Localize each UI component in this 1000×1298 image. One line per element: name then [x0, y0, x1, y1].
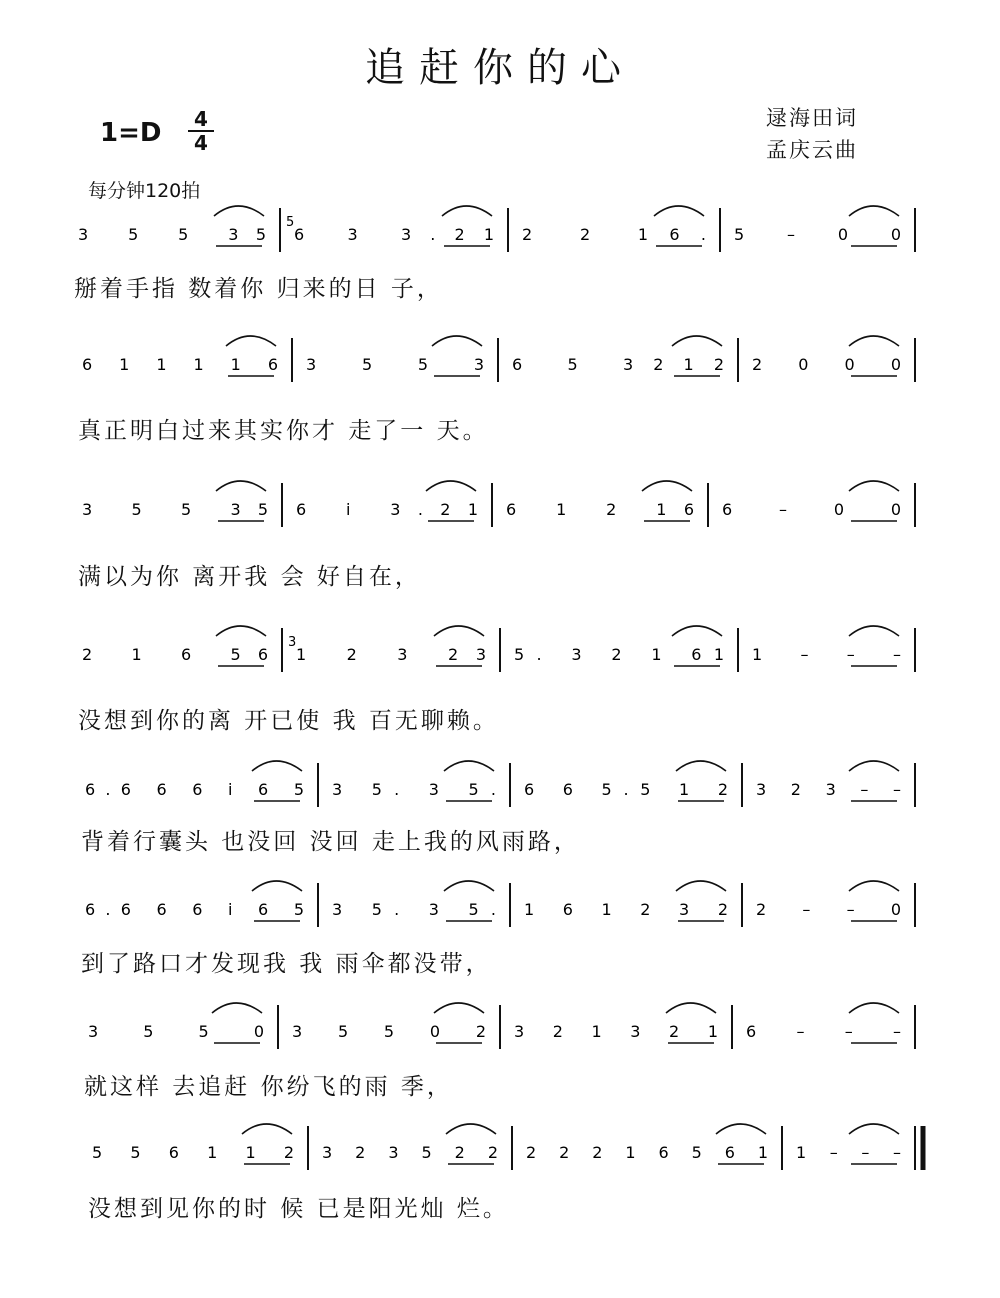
measure-notes: 3 5 5 35: [82, 500, 268, 519]
song-title: 追赶你的心: [365, 45, 635, 91]
measure-notes: 6 1 2 16: [506, 500, 694, 519]
slur-arc: [849, 881, 899, 891]
slur-arc: [672, 626, 722, 636]
tempo-marking: 每分钟120拍: [88, 180, 201, 202]
slur-arc: [676, 881, 726, 891]
grace-note: 5: [286, 215, 295, 230]
measure-notes: 3 5 5 0: [88, 1022, 264, 1041]
measure-notes: 6.6 6 6 i 6 5: [85, 780, 304, 799]
slur-arc: [216, 626, 266, 636]
measure-notes: 2 2 16.: [522, 225, 706, 244]
grace-note: 3: [288, 635, 297, 650]
slur-arc: [849, 481, 899, 491]
measure-notes: 2 – – 0: [756, 900, 901, 919]
measure-notes: 5. 3 2 1 61: [514, 645, 724, 664]
lyric-line: 背着行囊头 也没回 没回 走上我的风雨路，: [81, 829, 580, 855]
measure-notes: 3 5. 3 5.: [332, 780, 496, 799]
composer-credit: 孟庆云曲: [766, 138, 858, 162]
slur-arc: [212, 1003, 262, 1013]
slur-arc: [442, 206, 492, 216]
slur-arc: [849, 336, 899, 346]
lyric-line: 真正明白过来其实你才 走了一 天。: [78, 418, 489, 444]
slur-arc: [434, 626, 484, 636]
slur-arc: [716, 1124, 766, 1134]
lyric-line: 满以为你 离开我 会 好自在，: [78, 564, 421, 590]
slur-arc: [434, 1003, 484, 1013]
slur-arc: [426, 481, 476, 491]
measure-notes: 1 – – –: [752, 645, 901, 664]
lyricist-credit: 逯海田词: [766, 106, 858, 130]
measure-notes: 2 2 2 1 6 5 6 1: [526, 1143, 768, 1162]
slur-arc: [849, 1124, 899, 1134]
slur-arc: [642, 481, 692, 491]
slur-arc: [446, 1124, 496, 1134]
slur-arc: [676, 761, 726, 771]
slur-arc: [849, 1003, 899, 1013]
measure-notes: 6 5 3212: [512, 355, 724, 374]
measure-notes: 5 – 0 0: [734, 225, 901, 244]
slur-arc: [849, 206, 899, 216]
measure-notes: 3 5 5 3: [306, 355, 484, 374]
lyric-line: 没想到见你的时 候 已是阳光灿 烂。: [88, 1196, 509, 1222]
slur-arc: [672, 336, 722, 346]
slur-arc: [444, 881, 494, 891]
measure-notes: 3 2 3 5 2 2: [322, 1143, 498, 1162]
slur-arc: [849, 626, 899, 636]
measure-notes: 5 5 6 1 1 2: [92, 1143, 294, 1162]
measure-notes: 2 0 0 0: [752, 355, 901, 374]
slur-arc: [432, 336, 482, 346]
slur-arc: [444, 761, 494, 771]
slur-arc: [252, 881, 302, 891]
measure-notes: 3 5. 3 5.: [332, 900, 496, 919]
time-signature-bottom: 4: [194, 131, 208, 155]
slur-arc: [849, 761, 899, 771]
slur-arc: [242, 1124, 292, 1134]
slur-arc: [216, 481, 266, 491]
measure-notes: 6 3 3.21: [294, 225, 494, 244]
measure-notes: 3 5 5 0 2: [292, 1022, 486, 1041]
key-signature: 1=D: [100, 118, 162, 148]
slur-arc: [226, 336, 276, 346]
measure-notes: 6.6 6 6 i 6 5: [85, 900, 304, 919]
lyric-line: 没想到你的离 开已使 我 百无聊赖。: [78, 708, 499, 734]
slur-arc: [654, 206, 704, 216]
lyric-line: 就这样 去追赶 你纷飞的雨 季，: [84, 1074, 453, 1100]
slur-arc: [666, 1003, 716, 1013]
measure-notes: 6 1 1 1 1 6: [82, 355, 278, 374]
slur-arc: [214, 206, 264, 216]
measure-notes: 1 2 3 23: [296, 645, 486, 664]
measure-notes: 6 – – –: [746, 1022, 901, 1041]
measure-notes: 3 5 5 35: [78, 225, 266, 244]
measure-notes: 3 2 1 3 2 1: [514, 1022, 718, 1041]
measure-notes: 6 6 5.5 1 2: [524, 780, 728, 799]
measure-notes: 1 6 1 2 3 2: [524, 900, 728, 919]
measure-notes: 1 – – –: [796, 1143, 901, 1162]
time-signature-top: 4: [188, 108, 214, 132]
measure-notes: 3 2 3 – –: [756, 780, 901, 799]
lyric-line: 掰着手指 数着你 归来的日 子，: [74, 276, 443, 302]
slur-arc: [252, 761, 302, 771]
measure-notes: 2 1 6 56: [82, 645, 268, 664]
lyric-line: 到了路口才发现我 我 雨伞都没带，: [81, 951, 492, 977]
measure-notes: 6 i 3.21: [296, 500, 478, 519]
measure-notes: 6 – 0 0: [722, 500, 901, 519]
